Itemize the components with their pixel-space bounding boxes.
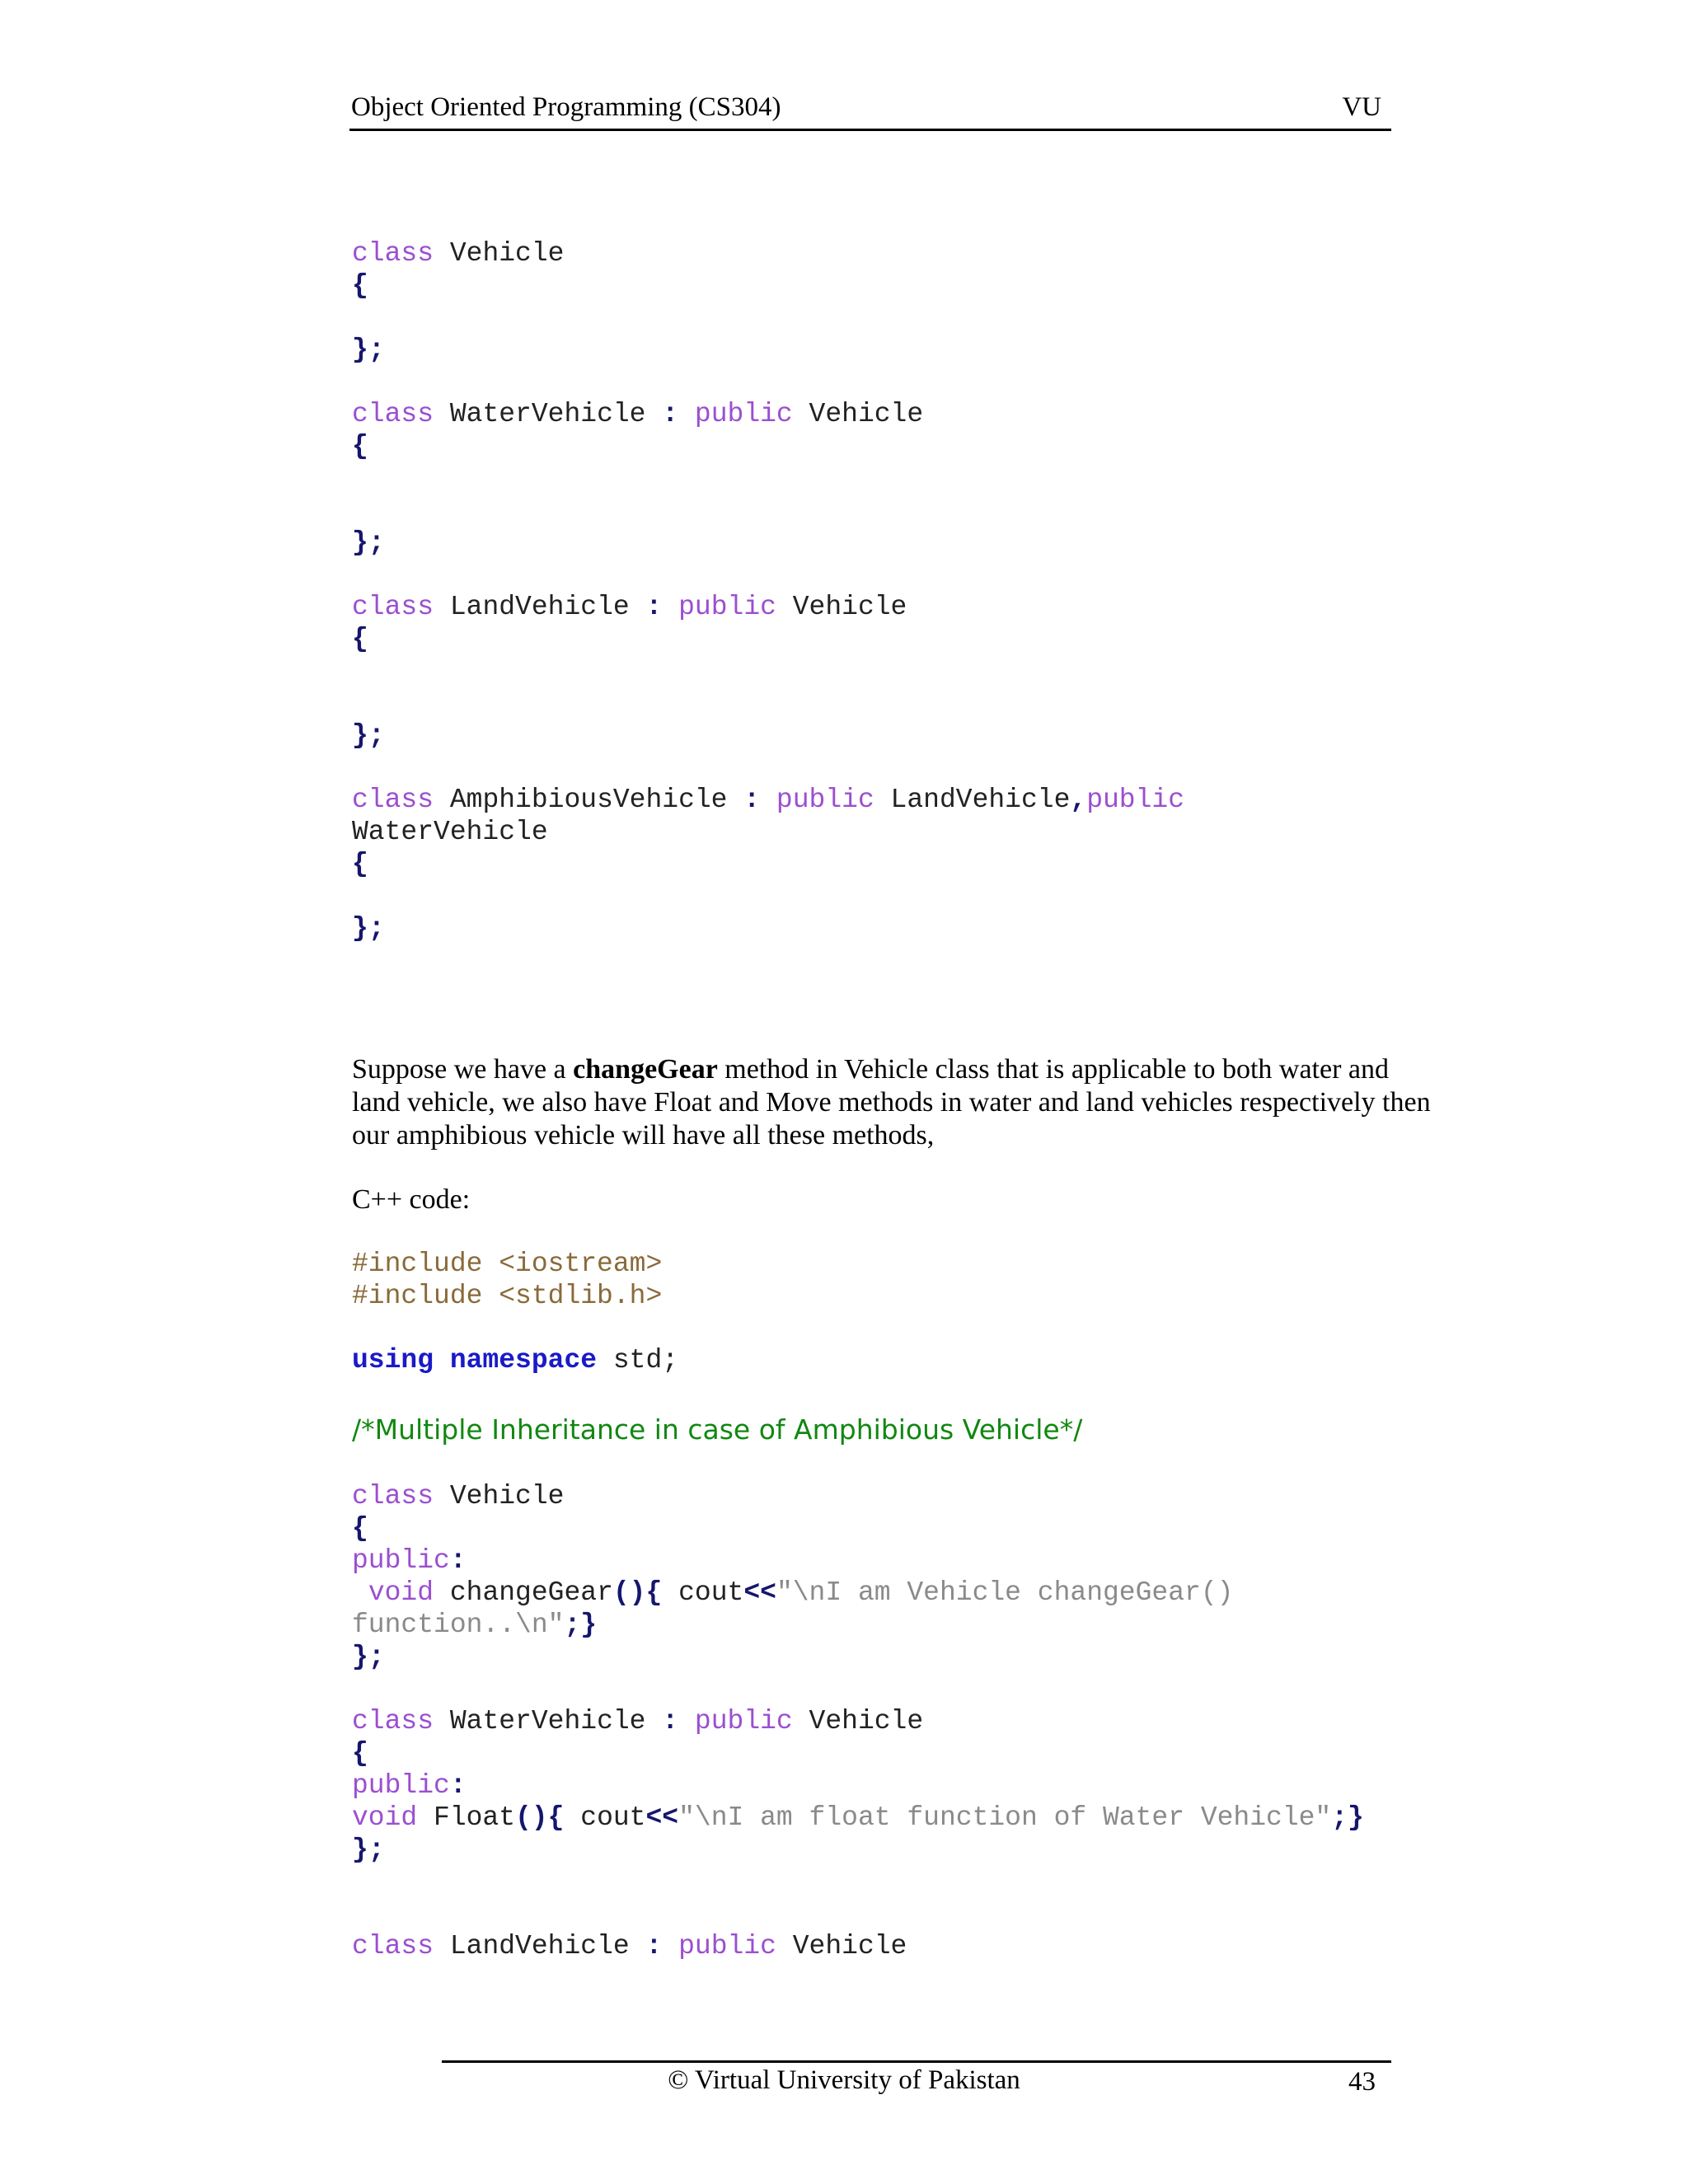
footer-copyright: © Virtual University of Pakistan	[668, 2065, 1020, 2095]
include-line: #include <iostream>	[352, 1249, 663, 1279]
code-using-namespace	[352, 1344, 678, 1376]
footer-rule	[442, 2060, 1391, 2063]
code-block-class-hierarchy: class Vehicle { }; class WaterVehicle : public Vehicle { }; class LandVehicle : public Vehicle { }; class AmphibiousVehicle : public LandVehicle,public WaterVehicle { };	[352, 238, 1185, 944]
method-name-bold: changeGear	[573, 1054, 718, 1085]
paragraph-text: Suppose we have a	[352, 1054, 574, 1085]
include-line: #include <stdlib.h>	[352, 1281, 663, 1311]
cpp-code-label: C++ code:	[352, 1184, 471, 1215]
page-header	[349, 89, 1391, 131]
using-keyword: using namespace	[352, 1345, 598, 1376]
explanation-paragraph	[352, 1053, 1440, 1152]
using-target: std;	[597, 1345, 679, 1376]
code-comment: /*Multiple Inheritance in case of Amphibious Vehicle*/	[352, 1413, 1083, 1446]
code-line: class Vehicle	[352, 238, 565, 269]
header-right-label: VU	[1342, 92, 1381, 122]
code-includes	[352, 1248, 662, 1312]
header-title: Object Oriented Programming (CS304)	[351, 92, 781, 122]
page-number: 43	[1348, 2067, 1376, 2097]
paragraph-text-continued: method in Vehicle class that is applicable to both water and land vehicle, we also have Float and Move methods in water and land vehicles respectively then our amphibious vehicle will have all these methods,	[352, 1054, 1431, 1151]
code-class-vehicle: class Vehicle { public: void changeGear(){ cout<<"\nI am Vehicle changeGear() function..\n";} }; class WaterVehicle : public Vehicle { public: void Float(){ cout<<"\nI am float function of Water Vehicle";} }; class LandVehicle : public Vehicle	[352, 1481, 1364, 1961]
